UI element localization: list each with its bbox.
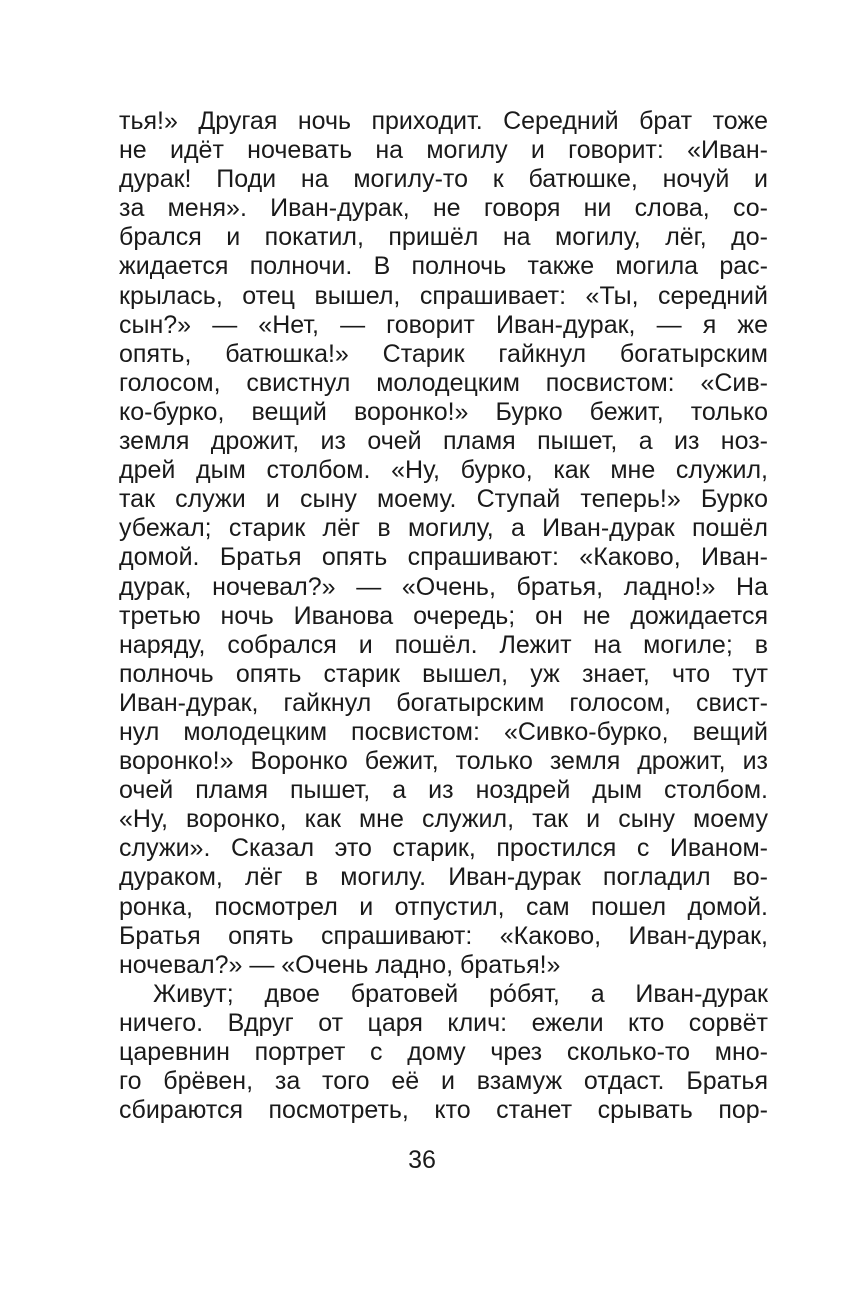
- paragraph-2: [119, 980, 768, 1125]
- text-line: третью ночь Иванова очередь; он не дожидается: [119, 601, 768, 630]
- page-number: 36: [408, 1146, 436, 1174]
- text-line: полночь опять старик вышел, уж знает, что тут: [119, 659, 768, 688]
- text-line: сбираются посмотреть, кто станет срывать пор-: [119, 1096, 768, 1125]
- text-line: опять, батюшка!» Старик гайкнул богатырским: [119, 339, 768, 368]
- text-line: Братья опять спрашивают: «Каково, Иван-дурак,: [119, 921, 768, 950]
- text-line: ничего. Вдруг от царя клич: ежели кто сорвёт: [119, 1008, 768, 1037]
- text-line: наряду, собрался и пошёл. Лежит на могиле; в: [119, 630, 768, 659]
- text-line: очей пламя пышет, а из ноздрей дым столбом.: [119, 776, 768, 805]
- text-line: ко-бурко, вещий воронко!» Бурко бежит, только: [119, 397, 768, 426]
- text-line: Иван-дурак, гайкнул богатырским голосом, свист-: [119, 688, 768, 717]
- text-line: не идёт ночевать на могилу и говорит: «Иван-: [119, 136, 768, 165]
- text-line: крылась, отец вышел, спрашивает: «Ты, середний: [119, 281, 768, 310]
- text-line: жидается полночи. В полночь также могила рас-: [119, 252, 768, 281]
- page-text: [119, 107, 768, 1125]
- text-line: служи». Сказал это старик, простился с Иваном-: [119, 834, 768, 863]
- text-line: сын?» — «Нет, — говорит Иван-дурак, — я же: [119, 310, 768, 339]
- text-line: земля дрожит, из очей пламя пышет, а из ноз-: [119, 427, 768, 456]
- text-line: убежал; старик лёг в могилу, а Иван-дурак пошёл: [119, 514, 768, 543]
- text-line: ночевал?» — «Очень ладно, братья!»: [119, 950, 561, 979]
- text-line: царевнин портрет с дому чрез сколько-то мно-: [119, 1038, 768, 1066]
- text-line: дурак, ночевал?» — «Очень, братья, ладно!» На: [119, 572, 768, 601]
- text-line: дураком, лёг в могилу. Иван-дурак погладил во-: [119, 863, 768, 892]
- text-line: «Ну, воронко, как мне служил, так и сыну моему: [119, 805, 768, 834]
- text-line: дурак! Поди на могилу-то к батюшке, ночуй и: [119, 165, 768, 194]
- text-line: так служи и сыну моему. Ступай теперь!» Бурко: [119, 485, 768, 514]
- text-line: тья!» Другая ночь приходит. Середний брат тоже: [119, 107, 768, 135]
- text-line: нул молодецким посвистом: «Сивко-бурко, вещий: [119, 717, 768, 746]
- text-line: брался и покатил, пришёл на могилу, лёг, до-: [119, 223, 768, 252]
- text-line: Живут; двое братовей ро́бят, а Иван-дурак: [153, 979, 768, 1008]
- paragraph-1: [119, 107, 768, 980]
- text-line: воронко!» Воронко бежит, только земля дрожит, из: [119, 747, 768, 776]
- text-line: дрей дым столбом. «Ну, бурко, как мне служил,: [119, 456, 768, 485]
- text-line: го брёвен, за того её и взамуж отдаст. Братья: [119, 1067, 768, 1096]
- text-line: за меня». Иван-дурак, не говоря ни слова, со-: [119, 194, 768, 223]
- text-line: домой. Братья опять спрашивают: «Каково, Иван-: [119, 543, 768, 572]
- text-line: ронка, посмотрел и отпустил, сам пошел домой.: [119, 892, 768, 921]
- text-line: голосом, свистнул молодецким посвистом: «Сив-: [119, 368, 768, 397]
